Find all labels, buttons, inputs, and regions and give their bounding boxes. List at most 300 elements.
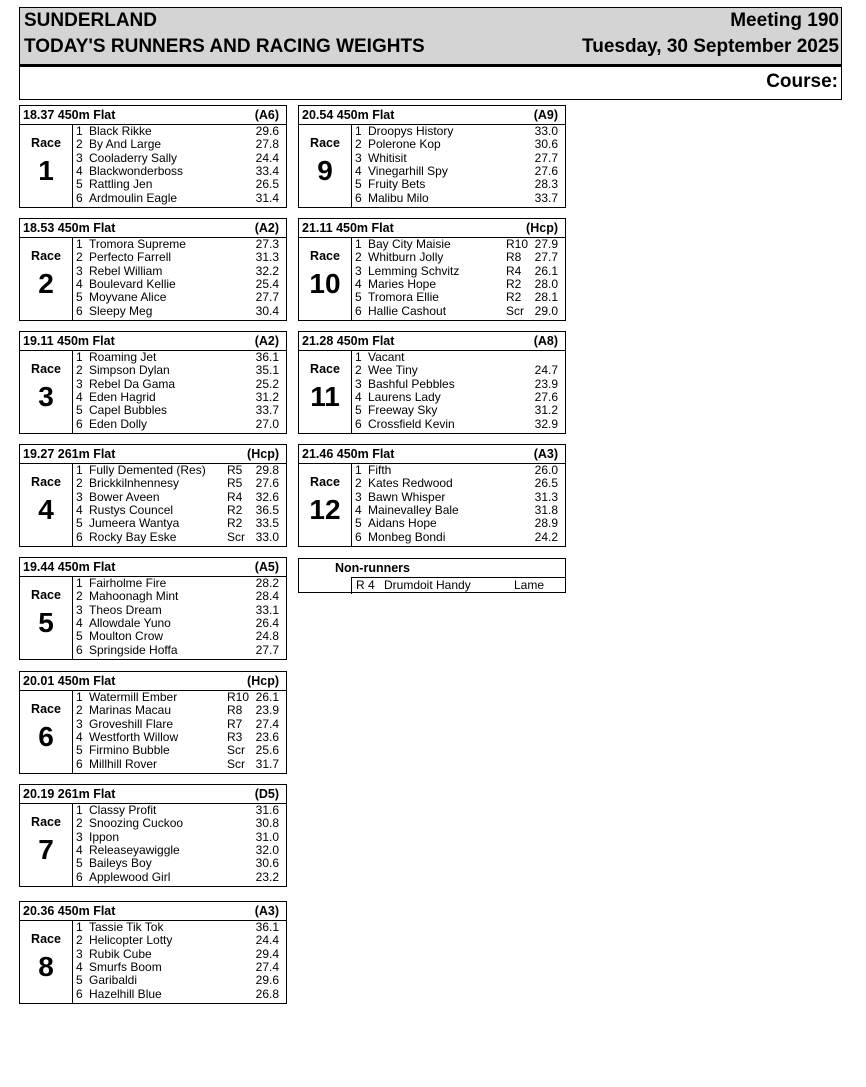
runner-weight: 26.8 bbox=[255, 986, 279, 1001]
runner-trap: 6 bbox=[355, 416, 362, 431]
runner-trap: 4 bbox=[76, 959, 83, 974]
runner-grade: Scr bbox=[227, 743, 245, 758]
runner-weight: 24.4 bbox=[255, 150, 279, 165]
runner-row bbox=[72, 125, 286, 138]
runner-weight: 28.0 bbox=[534, 276, 558, 291]
runner-trap: 5 bbox=[76, 403, 83, 418]
page-header bbox=[19, 7, 842, 65]
runner-grade: R2 bbox=[506, 276, 522, 291]
race-card bbox=[19, 784, 287, 887]
runner-trap: 3 bbox=[76, 602, 83, 617]
race-header bbox=[20, 332, 286, 351]
runner-trap: 6 bbox=[76, 869, 83, 884]
race-label: Race bbox=[310, 362, 340, 376]
runner-name: Whitisit bbox=[368, 150, 407, 165]
runner-row bbox=[72, 934, 286, 947]
runner-row bbox=[72, 644, 286, 657]
runner-grade: R4 bbox=[506, 263, 522, 278]
runner-row bbox=[72, 604, 286, 617]
runner-trap: 1 bbox=[76, 237, 83, 251]
runner-trap: 4 bbox=[76, 615, 83, 630]
runner-row bbox=[351, 265, 565, 278]
runner-trap: 6 bbox=[76, 986, 83, 1001]
runner-weight: 31.2 bbox=[255, 389, 279, 404]
race-card bbox=[19, 444, 287, 547]
runner-row bbox=[72, 844, 286, 857]
race-header bbox=[20, 558, 286, 577]
race-header bbox=[20, 445, 286, 464]
runner-name: Rebel Da Gama bbox=[89, 376, 176, 391]
runner-name: Moulton Crow bbox=[89, 629, 164, 644]
runner-trap: 3 bbox=[76, 150, 83, 165]
runner-trap: 2 bbox=[76, 476, 83, 491]
runner-trap: 4 bbox=[76, 729, 83, 744]
runner-trap: 4 bbox=[355, 163, 362, 178]
runner-row bbox=[351, 418, 565, 431]
race-grade: (A3) bbox=[254, 904, 279, 918]
runner-row bbox=[72, 758, 286, 771]
race-header bbox=[20, 106, 286, 125]
runner-name: Blackwonderboss bbox=[89, 163, 184, 178]
runner-weight: 28.4 bbox=[255, 589, 279, 604]
runner-row bbox=[72, 617, 286, 630]
runner-weight: 23.2 bbox=[255, 869, 279, 884]
runner-weight: 25.2 bbox=[255, 376, 279, 391]
runner-trap: 5 bbox=[76, 973, 83, 988]
runner-grade: Scr bbox=[227, 756, 245, 771]
runner-trap: 4 bbox=[76, 163, 83, 178]
runner-row bbox=[72, 704, 286, 717]
runner-row bbox=[72, 178, 286, 191]
runner-row bbox=[72, 364, 286, 377]
runner-weight: 28.9 bbox=[534, 516, 558, 531]
runner-name: Laurens Lady bbox=[368, 389, 441, 404]
runner-weight: 27.7 bbox=[534, 150, 558, 165]
runner-row bbox=[72, 291, 286, 304]
runner-name: Vacant bbox=[368, 350, 405, 364]
race-header bbox=[20, 219, 286, 238]
runner-trap: 5 bbox=[76, 516, 83, 531]
runner-weight: 25.4 bbox=[255, 276, 279, 291]
runner-row bbox=[72, 491, 286, 504]
runner-name: Bay City Maisie bbox=[368, 237, 451, 251]
runner-row bbox=[351, 152, 565, 165]
race-grade: (Hcp) bbox=[247, 447, 279, 461]
runner-row bbox=[72, 464, 286, 477]
runner-grade: R4 bbox=[227, 489, 243, 504]
runner-weight: 33.5 bbox=[255, 516, 279, 531]
runner-weight: 27.6 bbox=[534, 163, 558, 178]
runner-trap: 1 bbox=[76, 690, 83, 704]
runner-row bbox=[72, 404, 286, 417]
runner-row bbox=[72, 477, 286, 490]
runner-trap: 3 bbox=[355, 376, 362, 391]
runner-row bbox=[72, 531, 286, 544]
runner-name: Rocky Bay Eske bbox=[89, 529, 177, 544]
runner-row bbox=[72, 378, 286, 391]
race-card bbox=[298, 444, 566, 547]
runner-trap: 5 bbox=[76, 290, 83, 305]
runner-weight: 30.6 bbox=[534, 137, 558, 152]
race-number: 10 bbox=[309, 268, 341, 299]
runner-weight: 27.4 bbox=[255, 959, 279, 974]
runner-weight: 33.4 bbox=[255, 163, 279, 178]
runner-row bbox=[72, 831, 286, 844]
runner-row bbox=[351, 477, 565, 490]
runner-weight: 28.1 bbox=[534, 290, 558, 305]
runner-weight: 27.7 bbox=[255, 290, 279, 305]
runner-row bbox=[351, 464, 565, 477]
runner-weight: 31.3 bbox=[255, 250, 279, 265]
runner-weight: 30.4 bbox=[255, 303, 279, 318]
runner-trap: 3 bbox=[76, 263, 83, 278]
runner-row bbox=[72, 691, 286, 704]
race-number: 9 bbox=[317, 155, 333, 186]
runner-trap: 1 bbox=[76, 920, 83, 934]
runner-row bbox=[351, 531, 565, 544]
runner-name: Vinegarhill Spy bbox=[368, 163, 448, 178]
runner-trap: 5 bbox=[76, 629, 83, 644]
runner-weight: 26.5 bbox=[255, 177, 279, 192]
runner-name: Rustys Councel bbox=[89, 502, 174, 517]
race-grade: (Hcp) bbox=[526, 221, 558, 235]
runner-name: Marinas Macau bbox=[89, 703, 172, 718]
race-number-cell bbox=[20, 464, 73, 546]
runner-grade: R2 bbox=[227, 516, 243, 531]
race-number-cell bbox=[20, 238, 73, 320]
runner-weight: 36.1 bbox=[255, 920, 279, 934]
runner-weight: 33.1 bbox=[255, 602, 279, 617]
page-title: TODAY'S RUNNERS AND RACING WEIGHTS bbox=[24, 36, 425, 57]
race-header bbox=[299, 106, 565, 125]
runner-name: Helicopter Lotty bbox=[89, 933, 173, 948]
runner-name: Millhill Rover bbox=[89, 756, 158, 771]
runner-row bbox=[351, 125, 565, 138]
runner-trap: 5 bbox=[355, 177, 362, 192]
runner-weight: 27.0 bbox=[255, 416, 279, 431]
runner-trap: 3 bbox=[355, 150, 362, 165]
runner-weight: 29.6 bbox=[255, 973, 279, 988]
runner-grade: Scr bbox=[227, 529, 245, 544]
race-header bbox=[20, 902, 286, 921]
runner-row bbox=[72, 630, 286, 643]
race-number: 4 bbox=[38, 494, 54, 525]
runner-weight: 27.7 bbox=[534, 250, 558, 265]
race-card bbox=[19, 671, 287, 774]
race-label: Race bbox=[31, 932, 61, 946]
runner-trap: 1 bbox=[76, 124, 83, 138]
runner-row bbox=[351, 138, 565, 151]
race-number: 7 bbox=[38, 834, 54, 865]
race-card bbox=[19, 901, 287, 1004]
runner-row bbox=[72, 921, 286, 934]
runner-grade: Scr bbox=[506, 303, 524, 318]
runner-row bbox=[72, 804, 286, 817]
runner-name: Capel Bubbles bbox=[89, 403, 168, 418]
runner-trap: 3 bbox=[76, 489, 83, 504]
race-time-distance: 21.28 450m Flat bbox=[302, 334, 395, 348]
race-card bbox=[19, 105, 287, 208]
runner-trap: 2 bbox=[355, 476, 362, 491]
runner-trap: 2 bbox=[355, 137, 362, 152]
runner-trap: 6 bbox=[76, 416, 83, 431]
runner-trap: 1 bbox=[355, 463, 362, 477]
runner-trap: 5 bbox=[76, 743, 83, 758]
runner-weight: 32.0 bbox=[255, 842, 279, 857]
runner-name: Classy Profit bbox=[89, 803, 157, 817]
runner-name: Snoozing Cuckoo bbox=[89, 816, 184, 831]
runner-name: Springside Hoffa bbox=[89, 642, 178, 657]
runner-weight: 33.7 bbox=[534, 190, 558, 205]
runner-row bbox=[72, 590, 286, 603]
runner-weight: 23.6 bbox=[255, 729, 279, 744]
runner-trap: 1 bbox=[76, 576, 83, 590]
runner-row bbox=[351, 404, 565, 417]
non-runners-title: Non-runners bbox=[335, 561, 410, 575]
runner-weight: 27.7 bbox=[255, 642, 279, 657]
race-label: Race bbox=[310, 249, 340, 263]
runner-row bbox=[72, 504, 286, 517]
runner-trap: 2 bbox=[355, 250, 362, 265]
runner-weight: 27.6 bbox=[255, 476, 279, 491]
runner-row bbox=[72, 517, 286, 530]
runner-trap: 3 bbox=[355, 489, 362, 504]
runner-trap: 3 bbox=[76, 716, 83, 731]
runner-name: Applewood Girl bbox=[89, 869, 171, 884]
runner-row bbox=[351, 165, 565, 178]
runner-row bbox=[351, 378, 565, 391]
runner-row bbox=[72, 305, 286, 318]
runner-weight: 32.9 bbox=[534, 416, 558, 431]
runner-name: Hazelhill Blue bbox=[89, 986, 162, 1001]
runner-weight: 25.6 bbox=[255, 743, 279, 758]
runner-row bbox=[72, 265, 286, 278]
runner-weight: 24.7 bbox=[534, 363, 558, 378]
runner-name: Malibu Milo bbox=[368, 190, 429, 205]
race-number-cell bbox=[20, 351, 73, 433]
runner-row bbox=[72, 238, 286, 251]
runner-name: Moyvane Alice bbox=[89, 290, 167, 305]
runner-name: Fruity Bets bbox=[368, 177, 426, 192]
runner-row bbox=[72, 857, 286, 870]
runner-name: Bawn Whisper bbox=[368, 489, 446, 504]
race-number-cell bbox=[20, 577, 73, 659]
runner-weight: 36.5 bbox=[255, 502, 279, 517]
runner-name: Watermill Ember bbox=[89, 690, 178, 704]
race-time-distance: 20.01 450m Flat bbox=[23, 674, 116, 688]
runner-name: Eden Hagrid bbox=[89, 389, 156, 404]
runner-weight: 31.8 bbox=[534, 502, 558, 517]
runner-grade: R2 bbox=[506, 290, 522, 305]
runner-grade: R8 bbox=[506, 250, 522, 265]
runner-grade: R5 bbox=[227, 463, 243, 477]
runner-name: Smurfs Boom bbox=[89, 959, 162, 974]
runner-weight: 31.2 bbox=[534, 403, 558, 418]
race-label: Race bbox=[31, 249, 61, 263]
race-number: 12 bbox=[309, 494, 341, 525]
race-number: 5 bbox=[38, 607, 54, 638]
race-number: 11 bbox=[310, 381, 340, 412]
runner-name: Sleepy Meg bbox=[89, 303, 153, 318]
race-number-cell bbox=[20, 691, 73, 773]
race-time-distance: 21.11 450m Flat bbox=[302, 221, 394, 235]
runner-name: Whitburn Jolly bbox=[368, 250, 444, 265]
race-card bbox=[19, 557, 287, 660]
race-grade: (A9) bbox=[533, 108, 558, 122]
runner-name: Hallie Cashout bbox=[368, 303, 447, 318]
runner-weight: 27.9 bbox=[534, 237, 558, 251]
race-grade: (Hcp) bbox=[247, 674, 279, 688]
non-runner-race: R 4 bbox=[356, 578, 375, 592]
race-card bbox=[298, 331, 566, 434]
runner-weight: 29.0 bbox=[534, 303, 558, 318]
runner-grade: R2 bbox=[227, 502, 243, 517]
runner-name: Rattling Jen bbox=[89, 177, 153, 192]
runner-trap: 6 bbox=[355, 190, 362, 205]
race-number-cell bbox=[20, 125, 73, 207]
race-header bbox=[299, 332, 565, 351]
runner-row bbox=[351, 364, 565, 377]
race-time-distance: 18.53 450m Flat bbox=[23, 221, 116, 235]
runner-name: Jumeera Wantya bbox=[89, 516, 180, 531]
runner-weight: 32.6 bbox=[255, 489, 279, 504]
runner-trap: 2 bbox=[76, 363, 83, 378]
runner-trap: 3 bbox=[355, 263, 362, 278]
race-number-cell bbox=[299, 351, 352, 433]
runner-grade: R8 bbox=[227, 703, 243, 718]
runner-weight: 31.4 bbox=[255, 190, 279, 205]
runner-trap: 4 bbox=[355, 502, 362, 517]
runner-name: Polerone Kop bbox=[368, 137, 441, 152]
runner-grade: R10 bbox=[227, 690, 250, 704]
runner-trap: 2 bbox=[355, 363, 362, 378]
runner-name: Boulevard Kellie bbox=[89, 276, 176, 291]
runner-trap: 6 bbox=[355, 303, 362, 318]
runner-trap: 4 bbox=[355, 276, 362, 291]
race-header bbox=[20, 785, 286, 804]
race-label: Race bbox=[31, 475, 61, 489]
runner-weight: 23.9 bbox=[534, 376, 558, 391]
runner-weight: 30.6 bbox=[255, 856, 279, 871]
runner-trap: 6 bbox=[355, 529, 362, 544]
runner-name: Fairholme Fire bbox=[89, 576, 167, 590]
runner-row bbox=[72, 152, 286, 165]
runner-row bbox=[351, 291, 565, 304]
runner-trap: 4 bbox=[355, 389, 362, 404]
runner-name: Mahoonagh Mint bbox=[89, 589, 179, 604]
runner-trap: 1 bbox=[76, 350, 83, 364]
race-header bbox=[299, 445, 565, 464]
runner-weight: 27.4 bbox=[255, 716, 279, 731]
runner-name: Bashful Pebbles bbox=[368, 376, 455, 391]
race-grade: (A6) bbox=[254, 108, 279, 122]
runner-row bbox=[351, 178, 565, 191]
runner-trap: 5 bbox=[76, 856, 83, 871]
runner-weight: 33.0 bbox=[534, 124, 558, 138]
runner-name: Releaseyawiggle bbox=[89, 842, 180, 857]
runner-weight: 33.7 bbox=[255, 403, 279, 418]
runner-row bbox=[72, 138, 286, 151]
runner-row bbox=[72, 391, 286, 404]
runner-row bbox=[351, 192, 565, 205]
runner-trap: 2 bbox=[76, 933, 83, 948]
runner-row bbox=[72, 988, 286, 1001]
runner-weight: 30.8 bbox=[255, 816, 279, 831]
runner-name: Garibaldi bbox=[89, 973, 138, 988]
course-box bbox=[19, 65, 842, 100]
runner-row bbox=[72, 718, 286, 731]
runner-row bbox=[72, 192, 286, 205]
track-name: SUNDERLAND bbox=[24, 10, 157, 31]
runner-name: Maries Hope bbox=[368, 276, 437, 291]
runner-trap: 2 bbox=[76, 703, 83, 718]
runner-trap: 4 bbox=[76, 842, 83, 857]
runner-name: Eden Dolly bbox=[89, 416, 148, 431]
runner-name: Bower Aveen bbox=[89, 489, 160, 504]
race-number-cell bbox=[20, 804, 73, 886]
runner-name: Ardmoulin Eagle bbox=[89, 190, 178, 205]
runner-trap: 4 bbox=[76, 389, 83, 404]
runner-row bbox=[72, 351, 286, 364]
runner-row bbox=[72, 731, 286, 744]
race-number-cell bbox=[299, 464, 352, 546]
runner-name: Rebel William bbox=[89, 263, 163, 278]
runner-weight: 24.2 bbox=[534, 529, 558, 544]
runner-trap: 5 bbox=[355, 290, 362, 305]
non-runner-reason: Lame bbox=[514, 578, 545, 592]
runner-weight: 29.8 bbox=[255, 463, 279, 477]
runner-trap: 5 bbox=[76, 177, 83, 192]
runner-trap: 1 bbox=[355, 124, 362, 138]
runner-weight: 26.5 bbox=[534, 476, 558, 491]
runner-name: Theos Dream bbox=[89, 602, 162, 617]
runner-trap: 1 bbox=[355, 237, 362, 251]
runner-name: Monbeg Bondi bbox=[368, 529, 446, 544]
runner-row bbox=[351, 305, 565, 318]
runner-trap: 3 bbox=[76, 376, 83, 391]
race-number: 1 bbox=[38, 155, 54, 186]
race-card bbox=[298, 218, 566, 321]
runner-weight: 29.4 bbox=[255, 946, 279, 961]
race-time-distance: 19.11 450m Flat bbox=[23, 334, 115, 348]
runner-weight: 28.3 bbox=[534, 177, 558, 192]
course-label: Course: bbox=[766, 71, 838, 92]
runner-trap: 1 bbox=[76, 803, 83, 817]
runner-trap: 6 bbox=[76, 190, 83, 205]
race-time-distance: 19.44 450m Flat bbox=[23, 560, 116, 574]
runner-name: Kates Redwood bbox=[368, 476, 453, 491]
runner-name: Fifth bbox=[368, 463, 392, 477]
race-number: 8 bbox=[38, 951, 54, 982]
runner-name: Allowdale Yuno bbox=[89, 615, 171, 630]
runner-row bbox=[351, 238, 565, 251]
race-card bbox=[298, 105, 566, 208]
runner-row bbox=[351, 391, 565, 404]
race-label: Race bbox=[31, 702, 61, 716]
runner-weight: 26.4 bbox=[255, 615, 279, 630]
race-card bbox=[19, 331, 287, 434]
race-time-distance: 21.46 450m Flat bbox=[302, 447, 395, 461]
race-time-distance: 20.54 450m Flat bbox=[302, 108, 395, 122]
race-label: Race bbox=[31, 815, 61, 829]
runner-name: Mainevalley Bale bbox=[368, 502, 459, 517]
race-label: Race bbox=[310, 136, 340, 150]
meeting-number: Meeting 190 bbox=[730, 10, 839, 31]
runner-name: Tassie Tik Tok bbox=[89, 920, 164, 934]
runner-trap: 6 bbox=[76, 642, 83, 657]
race-grade: (A8) bbox=[533, 334, 558, 348]
runner-name: Black Rikke bbox=[89, 124, 152, 138]
